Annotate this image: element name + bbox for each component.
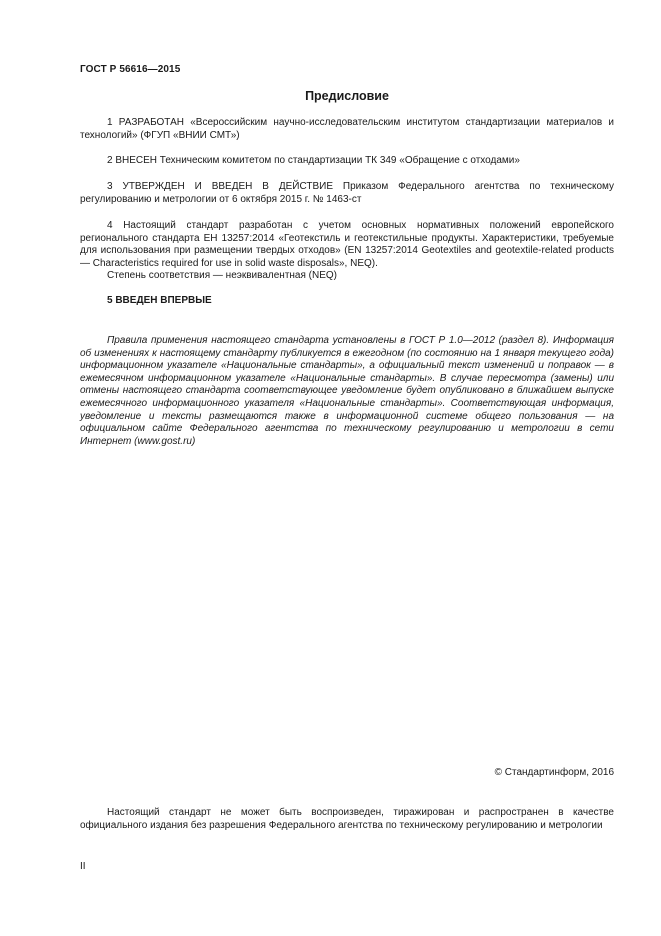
reproduction-notice: Настоящий стандарт не может быть воспроизведен, тиражирован и распространен в качестве официального издания без разрешения Федерального агентства по техническому регулированию и метрологии: [80, 807, 614, 831]
page-number: II: [80, 861, 86, 872]
standard-code: ГОСТ Р 56616—2015: [80, 64, 181, 75]
copyright-line: © Стандартинформ, 2016: [494, 767, 614, 778]
foreword-item-4-conformity: Степень соответствия — неэквивалентная (NEQ): [107, 270, 338, 281]
foreword-item-3: 3 УТВЕРЖДЕН И ВВЕДЕН В ДЕЙСТВИЕ Приказом Федерального агентства по техническому регулированию и метрологии от 6 октября 2015 г. № 1463-ст: [80, 181, 614, 205]
foreword-item-2: 2 ВНЕСЕН Техническим комитетом по стандартизации ТК 349 «Обращение с отходами»: [107, 155, 520, 166]
foreword-item-4: 4 Настоящий стандарт разработан с учетом основных нормативных положений европейского регионального стандарта ЕН 13257:2014 «Геотекстиль и геотекстильные продукты. Характеристики, требуемые для использования при размещении твердых отходов» (EN 13257:2014 Geotextiles and geotextile-related products — Characteristics required for use in solid waste disposals», NEQ).: [80, 220, 614, 269]
page-title: Предисловие: [305, 89, 389, 103]
foreword-item-1: 1 РАЗРАБОТАН «Всероссийским научно-исследовательским институтом стандартизации материалов и технологий» (ФГУП «ВНИИ СМТ»): [80, 117, 614, 141]
foreword-item-5: 5 ВВЕДЕН ВПЕРВЫЕ: [107, 295, 212, 306]
info-paragraph: Правила применения настоящего стандарта установлены в ГОСТ Р 1.0—2012 (раздел 8). Информация об изменениях к настоящему стандарту публикуется в ежегодном (по состоянию на 1 января текущего года) информационном указателе «Национальные стандарты», а официальный текст изменений и поправок — в ежемесячном информационном указателе «Национальные стандарты». В случае пересмотра (замены) или отмены настоящего стандарта соответствующее уведомление будет опубликовано в ближайшем выпуске ежемесячного информационного указателя «Национальные стандарты». Соответствующая информация, уведомление и тексты размещаются также в информационной системе общего пользования — на официальном сайте Федерального агентства по техническому регулированию и метрологии в сети Интернет (www.gost.ru): [80, 335, 614, 447]
